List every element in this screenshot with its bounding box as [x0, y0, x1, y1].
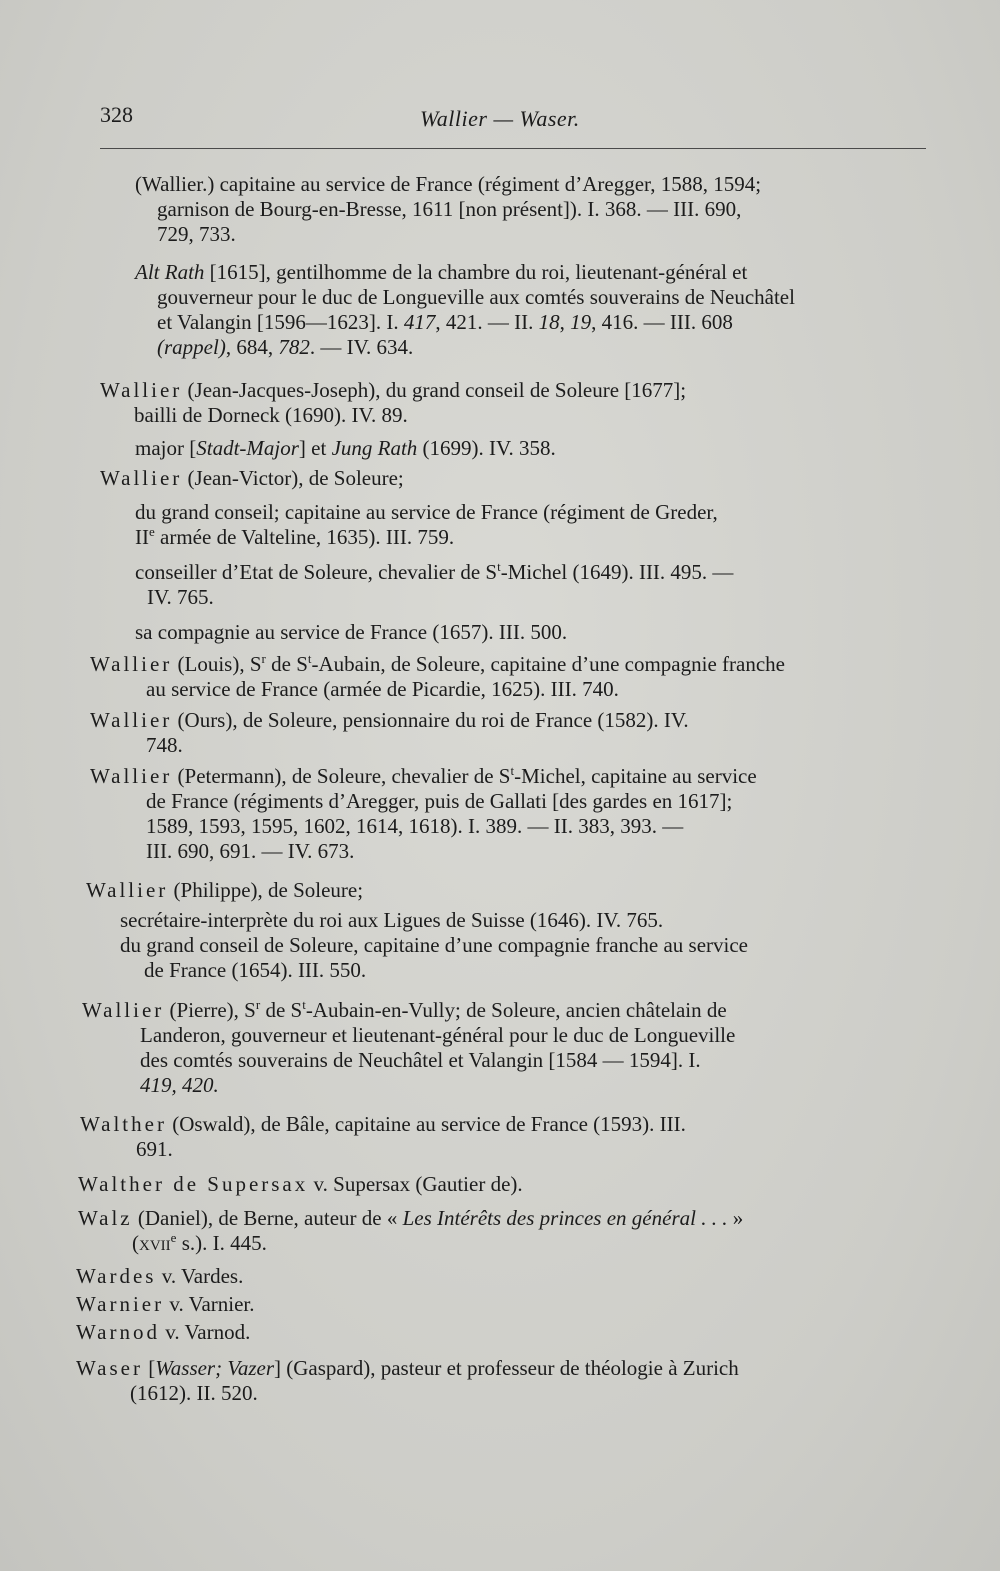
index-entry	[76, 1320, 250, 1345]
entry-line: 691.	[136, 1137, 173, 1161]
entry-line: conseiller d’Etat de Soleure, chevalier de $S^t$-Michel (1649). III. 495. —	[135, 559, 734, 584]
entry-line: Wardes v. Vardes.	[76, 1264, 244, 1288]
entry-line: major [Stadt-Major] et Jung Rath (1699). IV. 358.	[135, 436, 556, 460]
index-entry	[78, 1206, 743, 1256]
page-number: 328	[100, 102, 133, 127]
entry-line: 419, 420.	[140, 1073, 219, 1097]
index-entry	[135, 172, 761, 247]
entry-line: sa compagnie au service de France (1657). III. 500.	[135, 620, 568, 644]
entry-line: Wallier (Ours), de Soleure, pensionnaire du roi de France (1582). IV.	[90, 708, 689, 732]
entry-name: Wallier	[90, 708, 173, 732]
entry-line: Wallier (Louis), $S^r$ de $S^t$-Aubain, de Soleure, capitaine d’une compagnie franche	[90, 651, 785, 676]
entry-name: Warnod	[76, 1320, 160, 1344]
entry-line: 729, 733.	[157, 222, 236, 246]
entry-line: Walz (Daniel), de Berne, auteur de « Les Intérêts des princes en général . . . »	[78, 1206, 744, 1230]
entry-name: Wallier	[86, 878, 169, 902]
index-entry	[78, 1172, 523, 1197]
entry-line: Waser [Wasser; Vazer] (Gaspard), pasteur et professeur de théologie à Zurich	[76, 1356, 739, 1380]
entry-name: Wallier	[100, 466, 183, 490]
index-entry	[135, 260, 795, 360]
entry-line: Wallier (Jean-Victor), de Soleure;	[100, 466, 404, 490]
entry-line: (1612). II. 520.	[130, 1381, 258, 1405]
entry-line: Wallier (Jean-Jacques-Joseph), du grand conseil de Soleure [1677];	[100, 378, 687, 402]
index-entry	[135, 500, 718, 550]
entry-line: bailli de Dorneck (1690). IV. 89.	[134, 403, 408, 427]
entry-name: Wardes	[76, 1264, 157, 1288]
entry-name: Wallier	[100, 378, 183, 402]
entry-line: Wallier (Philippe), de Soleure;	[86, 878, 364, 902]
index-entry	[76, 1356, 739, 1406]
entry-line: III. 690, 691. — IV. 673.	[146, 839, 355, 863]
index-entry	[90, 652, 785, 702]
index-entry	[76, 1292, 255, 1317]
entry-line: Wallier (Pierre), $S^r$ de $S^t-Aubain-en$-Vully; de Soleure, ancien châtelain de	[82, 997, 727, 1022]
header-rule	[100, 148, 926, 149]
entry-line: garnison de Bourg-en-Bresse, 1611 [non présent]). I. 368. — III. 690,	[157, 197, 742, 221]
entry-line: gouverneur pour le duc de Longueville aux comtés souverains de Neuchâtel	[157, 285, 795, 309]
index-entry	[90, 764, 757, 864]
index-entry	[100, 466, 404, 491]
index-entry	[90, 708, 689, 758]
entry-line: (rappel), 684, 782. — IV. 634.	[157, 335, 414, 359]
entry-line: IV. 765.	[147, 585, 214, 609]
entry-line: du grand conseil; capitaine au service de France (régiment de Greder,	[135, 500, 718, 524]
entry-line: (xvii$^e$ s.). I. 445.	[132, 1230, 267, 1255]
entry-line: Walther (Oswald), de Bâle, capitaine au service de France (1593). III.	[80, 1112, 686, 1136]
index-entry	[100, 378, 686, 428]
entry-name: Walther de Supersax	[78, 1172, 309, 1196]
entry-line: et Valangin [1596—1623]. I. 417, 421. — II. 18, 19, 416. — III. 608	[157, 310, 733, 334]
entry-line: Wallier (Petermann), de Soleure, chevalier de $S^t$-Michel, capitaine au service	[90, 763, 757, 788]
index-entry	[80, 1112, 686, 1162]
entry-line: secrétaire-interprète du roi aux Ligues de Suisse (1646). IV. 765.	[120, 908, 664, 932]
index-entry	[120, 908, 748, 983]
index-entry	[135, 560, 733, 610]
entry-line: (Wallier.) capitaine au service de France (régiment d’Aregger, 1588, 1594;	[135, 172, 762, 196]
index-entry	[76, 1264, 243, 1289]
entry-line: Warnier v. Varnier.	[76, 1292, 255, 1316]
entry-line: de France (1654). III. 550.	[144, 958, 367, 982]
entry-name: Wallier	[90, 764, 173, 788]
index-entry	[135, 620, 567, 645]
entry-name: Walz	[78, 1206, 133, 1230]
entry-name: Waser	[76, 1356, 143, 1380]
entry-line: Warnod v. Varnod.	[76, 1320, 251, 1344]
page-header	[100, 98, 920, 138]
entry-name: Wallier	[90, 652, 173, 676]
entry-line: de France (régiments d’Aregger, puis de Gallati [des gardes en 1617];	[146, 789, 733, 813]
index-entry	[82, 998, 735, 1098]
entry-line: Alt Rath [1615], gentilhomme de la chambre du roi, lieutenant-général et	[135, 260, 748, 284]
running-title: Wallier — Waser.	[420, 106, 580, 131]
entry-name: Walther	[80, 1112, 167, 1136]
entry-line: 1589, 1593, 1595, 1602, 1614, 1618). I. 389. — II. 383, 393. —	[146, 814, 684, 838]
entry-name: Warnier	[76, 1292, 165, 1316]
entry-line: 748.	[146, 733, 183, 757]
entry-line: IIe armée de Valteline, 1635). III. 759.	[135, 524, 455, 549]
entry-line: au service de France (armée de Picardie, 1625). III. 740.	[146, 677, 619, 701]
index-entry	[86, 878, 363, 903]
entry-line: Walther de Supersax v. Supersax (Gautier de).	[78, 1172, 523, 1196]
entry-line: des comtés souverains de Neuchâtel et Valangin [1584 — 1594]. I.	[140, 1048, 701, 1072]
index-entry	[135, 436, 556, 461]
entry-name: Wallier	[82, 998, 165, 1022]
entry-line: du grand conseil de Soleure, capitaine d’une compagnie franche au service	[120, 933, 748, 957]
entry-line: Landeron, gouverneur et lieutenant-général pour le duc de Longueville	[140, 1023, 736, 1047]
